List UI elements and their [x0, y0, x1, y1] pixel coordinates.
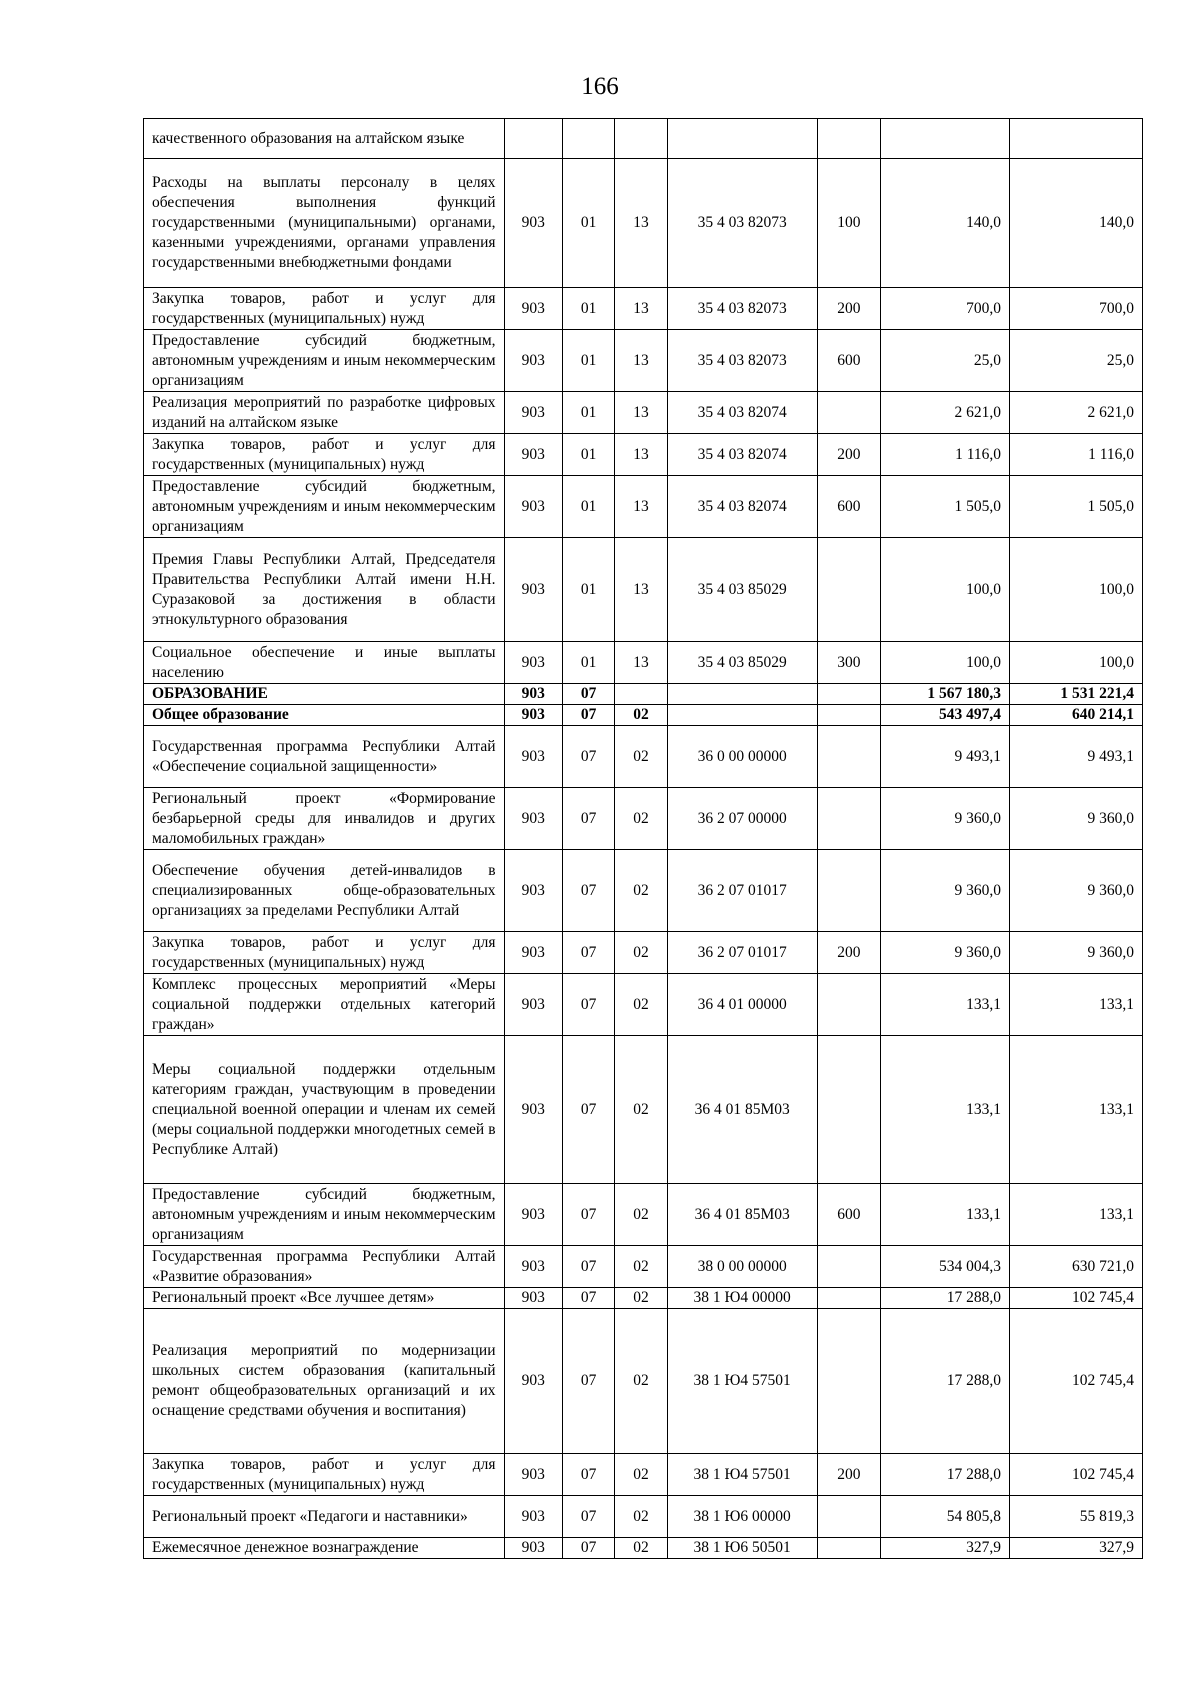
target-article-cell: 36 2 07 01017 — [667, 850, 817, 932]
subsection-code-cell: 02 — [615, 1184, 667, 1246]
subsection-code-cell: 02 — [615, 1036, 667, 1184]
table-row — [144, 434, 1143, 476]
expense-name-cell: качественного образования на алтайском языке — [144, 119, 505, 159]
section-code-cell: 01 — [562, 476, 614, 538]
table-row — [144, 788, 1143, 850]
subsection-code-cell: 13 — [615, 288, 667, 330]
target-article-cell: 35 4 03 82074 — [667, 476, 817, 538]
section-code-cell: 07 — [562, 1246, 614, 1288]
section-code-cell: 07 — [562, 788, 614, 850]
amount-year1-cell: 9 360,0 — [881, 850, 1010, 932]
subsection-code-cell — [615, 119, 667, 159]
expense-type-cell — [817, 684, 880, 705]
amount-year1-cell: 17 288,0 — [881, 1309, 1010, 1454]
section-code-cell: 07 — [562, 1496, 614, 1538]
table-row — [144, 1246, 1143, 1288]
amount-year2-cell: 100,0 — [1010, 538, 1143, 642]
budget-table-body — [144, 119, 1143, 1559]
expense-name-cell: Обеспечение обучения детей-инвалидов в специализированных обще-образовательных организациях за пределами Республики Алтай — [144, 850, 505, 932]
expense-name-cell: Предоставление субсидий бюджетным, автономным учреждениям и иным некоммерческим организациям — [144, 330, 505, 392]
amount-year2-cell: 9 360,0 — [1010, 850, 1143, 932]
table-row — [144, 726, 1143, 788]
section-code-cell — [562, 119, 614, 159]
table-row — [144, 1309, 1143, 1454]
section-code-cell: 07 — [562, 1454, 614, 1496]
section-code-cell: 07 — [562, 684, 614, 705]
subsection-code-cell: 02 — [615, 726, 667, 788]
amount-year1-cell — [881, 119, 1010, 159]
expense-name-cell: Региональный проект «Формирование безбарьерной среды для инвалидов и других маломобильных граждан» — [144, 788, 505, 850]
amount-year1-cell: 1 116,0 — [881, 434, 1010, 476]
expense-type-cell — [817, 1496, 880, 1538]
ministry-code-cell: 903 — [504, 1246, 562, 1288]
table-row — [144, 159, 1143, 288]
table-row — [144, 476, 1143, 538]
target-article-cell — [667, 684, 817, 705]
subsection-code-cell: 13 — [615, 642, 667, 684]
ministry-code-cell: 903 — [504, 1454, 562, 1496]
amount-year2-cell: 55 819,3 — [1010, 1496, 1143, 1538]
amount-year2-cell: 1 505,0 — [1010, 476, 1143, 538]
subsection-code-cell: 13 — [615, 476, 667, 538]
amount-year2-cell: 100,0 — [1010, 642, 1143, 684]
ministry-code-cell: 903 — [504, 288, 562, 330]
page-number: 166 — [581, 73, 619, 100]
budget-table — [143, 118, 1143, 1559]
ministry-code-cell — [504, 119, 562, 159]
amount-year1-cell: 25,0 — [881, 330, 1010, 392]
section-code-cell: 07 — [562, 726, 614, 788]
target-article-cell: 35 4 03 82073 — [667, 330, 817, 392]
amount-year2-cell: 630 721,0 — [1010, 1246, 1143, 1288]
subsection-code-cell: 13 — [615, 434, 667, 476]
subsection-code-cell: 02 — [615, 1288, 667, 1309]
expense-type-cell: 200 — [817, 288, 880, 330]
amount-year1-cell: 100,0 — [881, 642, 1010, 684]
amount-year2-cell: 102 745,4 — [1010, 1454, 1143, 1496]
subsection-code-cell: 02 — [615, 1246, 667, 1288]
section-code-cell: 07 — [562, 932, 614, 974]
target-article-cell: 38 1 Ю4 57501 — [667, 1454, 817, 1496]
ministry-code-cell: 903 — [504, 1036, 562, 1184]
expense-type-cell: 200 — [817, 434, 880, 476]
target-article-cell: 35 4 03 82074 — [667, 434, 817, 476]
section-code-cell: 07 — [562, 1538, 614, 1559]
expense-name-cell: Закупка товаров, работ и услуг для государственных (муниципальных) нужд — [144, 1454, 505, 1496]
expense-name-cell: Предоставление субсидий бюджетным, автономным учреждениям и иным некоммерческим организациям — [144, 476, 505, 538]
amount-year2-cell: 1 116,0 — [1010, 434, 1143, 476]
amount-year2-cell: 102 745,4 — [1010, 1288, 1143, 1309]
ministry-code-cell: 903 — [504, 642, 562, 684]
expense-name-cell: Закупка товаров, работ и услуг для государственных (муниципальных) нужд — [144, 434, 505, 476]
target-article-cell: 35 4 03 85029 — [667, 642, 817, 684]
amount-year1-cell: 2 621,0 — [881, 392, 1010, 434]
amount-year1-cell: 17 288,0 — [881, 1288, 1010, 1309]
target-article-cell — [667, 119, 817, 159]
amount-year2-cell: 1 531 221,4 — [1010, 684, 1143, 705]
amount-year1-cell: 1 567 180,3 — [881, 684, 1010, 705]
subsection-code-cell — [615, 684, 667, 705]
table-row — [144, 392, 1143, 434]
table-row — [144, 1184, 1143, 1246]
target-article-cell: 36 2 07 00000 — [667, 788, 817, 850]
amount-year2-cell: 25,0 — [1010, 330, 1143, 392]
ministry-code-cell: 903 — [504, 1538, 562, 1559]
subsection-code-cell: 02 — [615, 1538, 667, 1559]
subsection-code-cell: 13 — [615, 392, 667, 434]
target-article-cell: 38 1 Ю6 50501 — [667, 1538, 817, 1559]
target-article-cell: 35 4 03 82074 — [667, 392, 817, 434]
amount-year2-cell: 9 360,0 — [1010, 788, 1143, 850]
expense-type-cell — [817, 392, 880, 434]
ministry-code-cell: 903 — [504, 1288, 562, 1309]
expense-type-cell — [817, 1246, 880, 1288]
amount-year2-cell: 640 214,1 — [1010, 705, 1143, 726]
amount-year1-cell: 1 505,0 — [881, 476, 1010, 538]
expense-type-cell — [817, 705, 880, 726]
subsection-code-cell: 02 — [615, 705, 667, 726]
section-code-cell: 07 — [562, 1309, 614, 1454]
expense-name-cell: Закупка товаров, работ и услуг для государственных (муниципальных) нужд — [144, 288, 505, 330]
amount-year1-cell: 9 360,0 — [881, 932, 1010, 974]
expense-type-cell: 300 — [817, 642, 880, 684]
section-code-cell: 01 — [562, 434, 614, 476]
section-code-cell: 07 — [562, 705, 614, 726]
subsection-code-cell: 13 — [615, 538, 667, 642]
expense-name-cell: ОБРАЗОВАНИЕ — [144, 684, 505, 705]
expense-type-cell: 600 — [817, 330, 880, 392]
subsection-code-cell: 02 — [615, 1454, 667, 1496]
subsection-code-cell: 13 — [615, 159, 667, 288]
expense-name-cell: Премия Главы Республики Алтай, Председателя Правительства Республики Алтай имени Н.Н. Суразаковой за достижения в области этнокультурного образования — [144, 538, 505, 642]
expense-name-cell: Расходы на выплаты персоналу в целях обеспечения выполнения функций государственными (муниципальными) органами, казенными учреждениями, органами управления государственными внебюджетными фондами — [144, 159, 505, 288]
expense-name-cell: Региональный проект «Все лучшее детям» — [144, 1288, 505, 1309]
expense-name-cell: Комплекс процессных мероприятий «Меры социальной поддержки отдельных категорий граждан» — [144, 974, 505, 1036]
expense-type-cell — [817, 119, 880, 159]
ministry-code-cell: 903 — [504, 330, 562, 392]
ministry-code-cell: 903 — [504, 434, 562, 476]
amount-year2-cell: 133,1 — [1010, 1184, 1143, 1246]
amount-year1-cell: 54 805,8 — [881, 1496, 1010, 1538]
amount-year1-cell: 100,0 — [881, 538, 1010, 642]
amount-year2-cell: 9 493,1 — [1010, 726, 1143, 788]
section-code-cell: 01 — [562, 159, 614, 288]
subsection-code-cell: 02 — [615, 932, 667, 974]
target-article-cell: 35 4 03 82073 — [667, 159, 817, 288]
target-article-cell: 38 0 00 00000 — [667, 1246, 817, 1288]
section-code-cell: 01 — [562, 330, 614, 392]
expense-name-cell: Государственная программа Республики Алтай «Развитие образования» — [144, 1246, 505, 1288]
expense-name-cell: Государственная программа Республики Алтай «Обеспечение социальной защищенности» — [144, 726, 505, 788]
target-article-cell: 36 4 01 85М03 — [667, 1036, 817, 1184]
table-row — [144, 932, 1143, 974]
section-code-cell: 01 — [562, 392, 614, 434]
expense-name-cell: Социальное обеспечение и иные выплаты населению — [144, 642, 505, 684]
expense-name-cell: Меры социальной поддержки отдельным категориям граждан, участвующим в проведении специальной военной операции и членам их семей (меры социальной поддержки многодетных семей в Республике Алтай) — [144, 1036, 505, 1184]
ministry-code-cell: 903 — [504, 1184, 562, 1246]
amount-year1-cell: 140,0 — [881, 159, 1010, 288]
target-article-cell: 35 4 03 82073 — [667, 288, 817, 330]
table-row — [144, 850, 1143, 932]
ministry-code-cell: 903 — [504, 788, 562, 850]
amount-year1-cell: 700,0 — [881, 288, 1010, 330]
expense-type-cell: 200 — [817, 932, 880, 974]
section-code-cell: 07 — [562, 1288, 614, 1309]
amount-year2-cell: 140,0 — [1010, 159, 1143, 288]
expense-name-cell: Региональный проект «Педагоги и наставники» — [144, 1496, 505, 1538]
amount-year1-cell: 327,9 — [881, 1538, 1010, 1559]
ministry-code-cell: 903 — [504, 705, 562, 726]
amount-year2-cell: 102 745,4 — [1010, 1309, 1143, 1454]
amount-year1-cell: 9 360,0 — [881, 788, 1010, 850]
table-row — [144, 642, 1143, 684]
amount-year1-cell: 133,1 — [881, 1036, 1010, 1184]
amount-year1-cell: 9 493,1 — [881, 726, 1010, 788]
section-code-cell: 07 — [562, 1184, 614, 1246]
table-row — [144, 538, 1143, 642]
amount-year2-cell: 2 621,0 — [1010, 392, 1143, 434]
ministry-code-cell: 903 — [504, 1309, 562, 1454]
amount-year2-cell: 700,0 — [1010, 288, 1143, 330]
expense-name-cell: Закупка товаров, работ и услуг для государственных (муниципальных) нужд — [144, 932, 505, 974]
amount-year2-cell: 327,9 — [1010, 1538, 1143, 1559]
table-row — [144, 1496, 1143, 1538]
expense-type-cell: 100 — [817, 159, 880, 288]
ministry-code-cell: 903 — [504, 392, 562, 434]
subsection-code-cell: 13 — [615, 330, 667, 392]
table-row — [144, 1036, 1143, 1184]
table-row — [144, 684, 1143, 705]
amount-year1-cell: 133,1 — [881, 974, 1010, 1036]
expense-name-cell: Предоставление субсидий бюджетным, автономным учреждениям и иным некоммерческим организациям — [144, 1184, 505, 1246]
table-row — [144, 1288, 1143, 1309]
table-row — [144, 330, 1143, 392]
expense-type-cell — [817, 726, 880, 788]
table-row — [144, 705, 1143, 726]
expense-type-cell — [817, 850, 880, 932]
amount-year1-cell: 17 288,0 — [881, 1454, 1010, 1496]
table-row — [144, 1538, 1143, 1559]
ministry-code-cell: 903 — [504, 974, 562, 1036]
subsection-code-cell: 02 — [615, 850, 667, 932]
expense-type-cell — [817, 1309, 880, 1454]
ministry-code-cell: 903 — [504, 932, 562, 974]
expense-type-cell — [817, 1538, 880, 1559]
expense-name-cell: Реализация мероприятий по модернизации школьных систем образования (капитальный ремонт общеобразовательных организаций и их оснащение средствами обучения и воспитания) — [144, 1309, 505, 1454]
expense-type-cell — [817, 1036, 880, 1184]
expense-type-cell — [817, 1288, 880, 1309]
expense-name-cell: Ежемесячное денежное вознаграждение — [144, 1538, 505, 1559]
table-row — [144, 119, 1143, 159]
section-code-cell: 01 — [562, 642, 614, 684]
table-row — [144, 288, 1143, 330]
expense-type-cell — [817, 788, 880, 850]
ministry-code-cell: 903 — [504, 726, 562, 788]
ministry-code-cell: 903 — [504, 850, 562, 932]
section-code-cell: 07 — [562, 974, 614, 1036]
expense-type-cell: 600 — [817, 1184, 880, 1246]
expense-type-cell: 200 — [817, 1454, 880, 1496]
amount-year2-cell — [1010, 119, 1143, 159]
subsection-code-cell: 02 — [615, 1309, 667, 1454]
expense-type-cell: 600 — [817, 476, 880, 538]
amount-year2-cell: 9 360,0 — [1010, 932, 1143, 974]
target-article-cell: 38 1 Ю6 00000 — [667, 1496, 817, 1538]
amount-year1-cell: 543 497,4 — [881, 705, 1010, 726]
amount-year2-cell: 133,1 — [1010, 974, 1143, 1036]
subsection-code-cell: 02 — [615, 788, 667, 850]
ministry-code-cell: 903 — [504, 684, 562, 705]
ministry-code-cell: 903 — [504, 159, 562, 288]
target-article-cell: 36 4 01 00000 — [667, 974, 817, 1036]
target-article-cell: 36 2 07 01017 — [667, 932, 817, 974]
section-code-cell: 01 — [562, 288, 614, 330]
target-article-cell: 38 1 Ю4 00000 — [667, 1288, 817, 1309]
amount-year2-cell: 133,1 — [1010, 1036, 1143, 1184]
expense-type-cell — [817, 974, 880, 1036]
ministry-code-cell: 903 — [504, 538, 562, 642]
target-article-cell: 35 4 03 85029 — [667, 538, 817, 642]
subsection-code-cell: 02 — [615, 1496, 667, 1538]
target-article-cell: 36 4 01 85М03 — [667, 1184, 817, 1246]
amount-year1-cell: 534 004,3 — [881, 1246, 1010, 1288]
ministry-code-cell: 903 — [504, 1496, 562, 1538]
target-article-cell — [667, 705, 817, 726]
table-row — [144, 1454, 1143, 1496]
section-code-cell: 07 — [562, 850, 614, 932]
subsection-code-cell: 02 — [615, 974, 667, 1036]
expense-type-cell — [817, 538, 880, 642]
ministry-code-cell: 903 — [504, 476, 562, 538]
target-article-cell: 36 0 00 00000 — [667, 726, 817, 788]
amount-year1-cell: 133,1 — [881, 1184, 1010, 1246]
section-code-cell: 07 — [562, 1036, 614, 1184]
section-code-cell: 01 — [562, 538, 614, 642]
expense-name-cell: Реализация мероприятий по разработке цифровых изданий на алтайском языке — [144, 392, 505, 434]
target-article-cell: 38 1 Ю4 57501 — [667, 1309, 817, 1454]
expense-name-cell: Общее образование — [144, 705, 505, 726]
table-row — [144, 974, 1143, 1036]
